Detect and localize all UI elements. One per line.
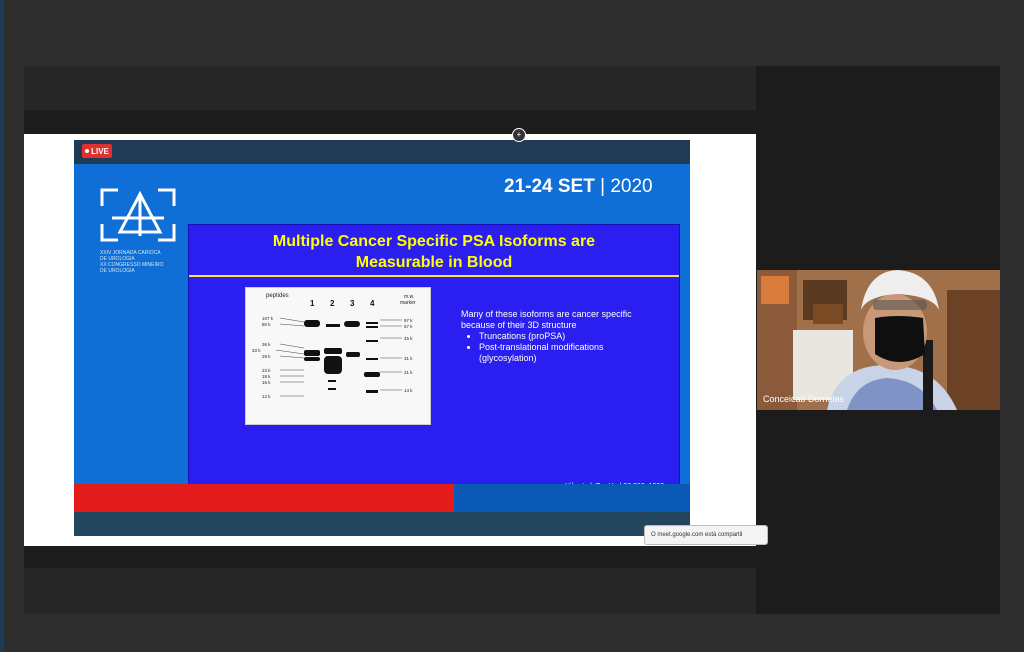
slide-bullet-list bbox=[461, 331, 661, 364]
blot-lane-label: 3 bbox=[350, 299, 355, 308]
blot-left-tick: 23 k bbox=[262, 368, 271, 373]
blot-lane-label: 2 bbox=[330, 299, 335, 308]
slide-bottom-strip bbox=[74, 512, 690, 536]
blot-peptides-label: peptides bbox=[266, 293, 289, 299]
western-blot-image bbox=[246, 288, 430, 424]
slide-red-band bbox=[74, 484, 474, 512]
blot-lane-label: 1 bbox=[310, 299, 315, 308]
slide-top-strip bbox=[74, 140, 690, 164]
pointer-cursor-icon: + bbox=[512, 128, 526, 142]
event-date: 21-24 SET | 2020 bbox=[504, 176, 653, 197]
blot-left-tick: 18 k bbox=[262, 374, 271, 379]
title-underline bbox=[189, 275, 679, 277]
blot-right-tick: 97 k bbox=[404, 318, 413, 323]
logo-text-line: DE UROLOGIA bbox=[100, 268, 135, 274]
conference-logo-icon bbox=[98, 184, 178, 244]
blot-marker-label: marker bbox=[400, 300, 416, 306]
blot-left-tick: 107 k bbox=[262, 316, 274, 321]
blot-left-tick: 12 k bbox=[262, 394, 271, 399]
blot-right-tick: 67 k bbox=[404, 324, 413, 329]
slide-blue-band bbox=[454, 484, 690, 512]
participant-video-icon bbox=[757, 270, 1000, 410]
logo-text-line: XXIV JORNADA CARIOCA bbox=[100, 250, 161, 256]
blot-right-tick: 31 k bbox=[404, 356, 413, 361]
screen-share-notice[interactable]: O meet.google.com está compartil bbox=[644, 525, 768, 545]
logo-text-line: XX CONGRESSO MINEIRO bbox=[100, 262, 164, 268]
western-blot-figure bbox=[245, 287, 431, 425]
shared-slide bbox=[74, 140, 690, 536]
slide-title-line-1: Multiple Cancer Specific PSA Isoforms are bbox=[272, 233, 596, 250]
presentation-bottom-bar bbox=[24, 568, 756, 614]
blot-right-tick: 21 k bbox=[404, 370, 413, 375]
blot-right-tick: 45 k bbox=[404, 336, 413, 341]
event-date-days: 21-24 SET bbox=[504, 176, 595, 197]
participant-tile[interactable] bbox=[757, 270, 1000, 410]
presentation-top-bar bbox=[24, 66, 756, 110]
blot-mw-label: m.w. bbox=[404, 294, 415, 300]
blot-lane-label: 4 bbox=[370, 299, 375, 308]
slide-title bbox=[189, 231, 679, 273]
slide-content-panel bbox=[188, 224, 680, 500]
blot-left-tick: 15 k bbox=[262, 380, 271, 385]
slide-body-text bbox=[461, 309, 661, 364]
blot-left-tick: 29 k bbox=[262, 354, 271, 359]
logo-text-line: DE UROLOGIA bbox=[100, 256, 135, 262]
slide-bullet: • Post-translational modifications (glycosylation) bbox=[479, 342, 661, 364]
live-dot-icon bbox=[85, 149, 89, 153]
blot-left-tick: 80 k bbox=[262, 322, 271, 327]
blot-right-tick: 14 k bbox=[404, 388, 413, 393]
slide-body-intro: Many of these isoforms are cancer specific because of their 3D structure bbox=[461, 309, 632, 330]
blot-left-tick: 33 k bbox=[252, 348, 261, 353]
event-year: 2020 bbox=[610, 176, 653, 197]
slide-title-line-2: Measurable in Blood bbox=[355, 254, 513, 271]
slide-bullet: • Truncations (proPSA) bbox=[479, 331, 661, 342]
participant-name: Conceicao Dornelas bbox=[763, 394, 845, 404]
live-label: LIVE bbox=[91, 146, 109, 156]
live-badge bbox=[82, 144, 112, 158]
conference-logo-text bbox=[100, 250, 200, 274]
blot-left-tick: 36 k bbox=[262, 342, 271, 347]
